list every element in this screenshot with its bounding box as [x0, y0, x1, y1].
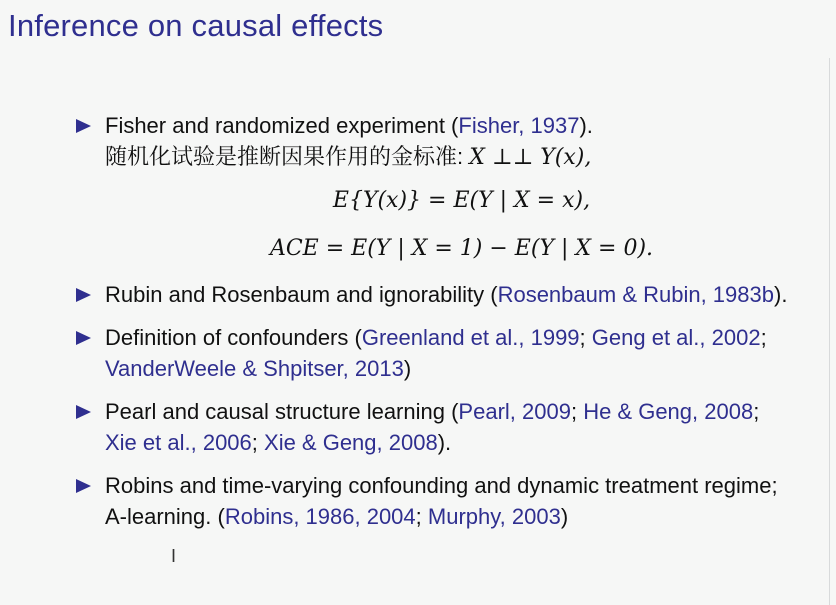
triangle-bullet-icon	[76, 405, 91, 419]
independence-formula: X ⊥⊥ Y(x),	[469, 145, 592, 170]
citation-link[interactable]: Pearl, 2009	[458, 399, 571, 424]
bullet-confounders: Definition of confounders (Greenland et al., 1999; Geng et al., 2002; VanderWeele & Shpitser, 2013)	[76, 322, 826, 384]
citation-link[interactable]: Murphy, 2003	[427, 504, 561, 529]
citation-link[interactable]: Rosenbaum & Rubin, 1983b	[497, 282, 774, 307]
bullet-fisher	[76, 110, 826, 273]
equation-expectation: E{Y(x)} = E(Y | X = x),	[332, 188, 591, 213]
slide-title: Inference on causal effects	[8, 8, 384, 43]
citation-link[interactable]: Xie et al., 2006	[105, 430, 252, 455]
bullet-pearl: Pearl and causal structure learning (Pearl, 2009; He & Geng, 2008; Xie et al., 2006; Xie & Geng, 2008).	[76, 396, 826, 458]
triangle-bullet-icon	[76, 331, 91, 345]
bullet-rubin: Rubin and Rosenbaum and ignorability (Rosenbaum & Rubin, 1983b).	[76, 279, 826, 310]
bullet-list	[76, 110, 826, 532]
triangle-bullet-icon	[76, 288, 91, 302]
citation-link[interactable]: VanderWeele & Shpitser, 2013	[105, 356, 404, 381]
right-divider	[829, 58, 830, 605]
text-cursor-icon: Ι	[171, 546, 177, 566]
triangle-bullet-icon	[76, 119, 91, 133]
citation-link[interactable]: Xie & Geng, 2008	[264, 430, 438, 455]
citation-link[interactable]: He & Geng, 2008	[583, 399, 754, 424]
equation-ace: ACE = E(Y | X = 1) − E(Y | X = 0).	[269, 236, 654, 261]
bullet-fisher-line2: 随机化试验是推断因果作用的金标准: X ⊥⊥ Y(x),	[105, 144, 592, 170]
bullet-robins: Robins and time-varying confounding and dynamic treatment regime; A-learning. (Robins, 1986, 2004; Murphy, 2003)	[76, 470, 826, 532]
triangle-bullet-icon	[76, 479, 91, 493]
citation-link[interactable]: Geng et al., 2002	[591, 325, 761, 350]
citation-link[interactable]: Robins, 1986, 2004	[224, 504, 416, 529]
citation-link[interactable]: Greenland et al., 1999	[361, 325, 580, 350]
bullet-fisher-line1: Fisher and randomized experiment (Fisher, 1937).	[105, 113, 593, 138]
citation-link[interactable]: Fisher, 1937	[458, 113, 580, 138]
